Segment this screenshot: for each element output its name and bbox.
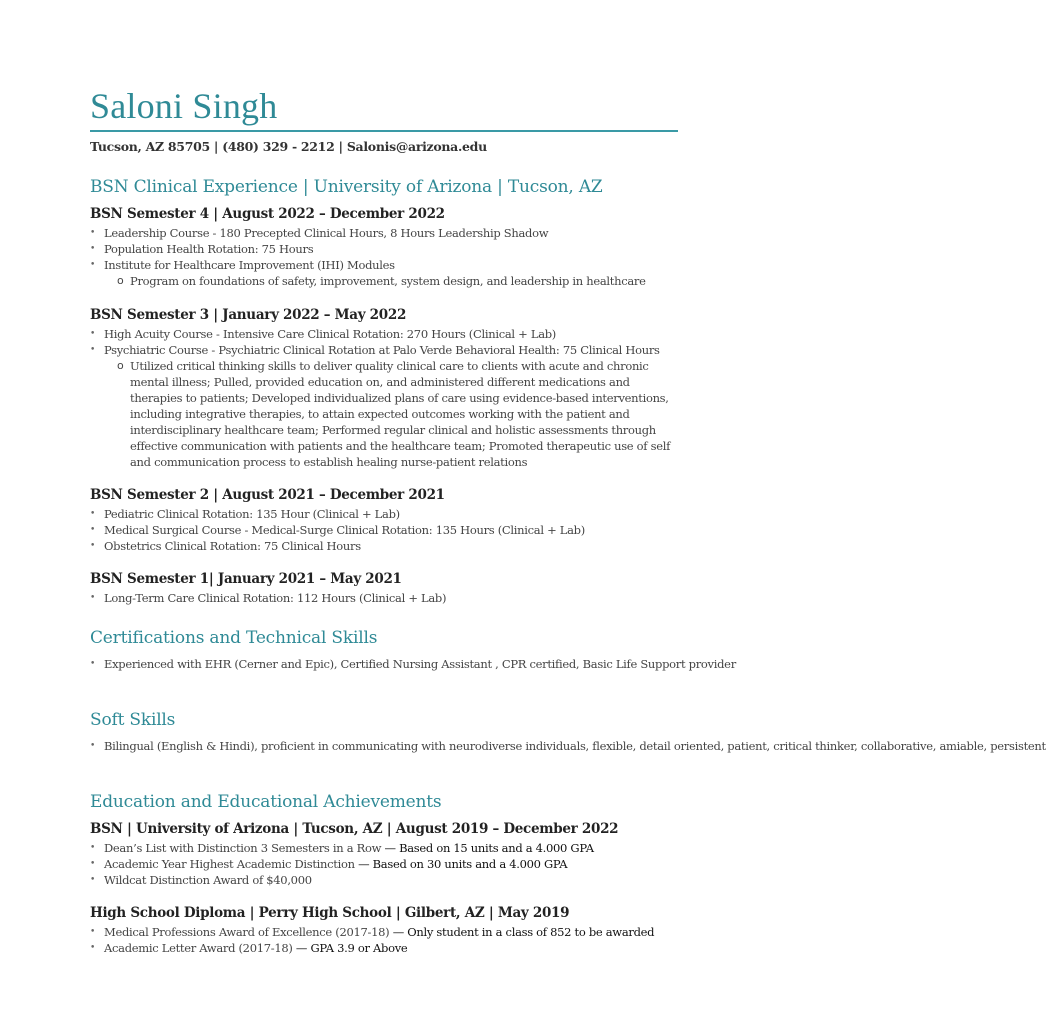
list-item (90, 924, 690, 940)
education-section (90, 792, 690, 812)
education-heading: Education and Educational Achievements (90, 792, 442, 812)
achievement-name: Wildcat Distinction Award of $40,000 (104, 873, 312, 887)
list-item: • Psychiatric Course - Psychiatric Clinical Rotation at Palo Verde Behavioral Health: 75 Clinical Hours (90, 342, 690, 358)
high-school-title: High School Diploma | Perry High School | Gilbert, AZ | May 2019 (90, 905, 570, 921)
list-item: • Leadership Course - 180 Precepted Clinical Hours, 8 Hours Leadership Shadow (90, 225, 690, 241)
list-item (90, 856, 690, 872)
clinical-heading: BSN Clinical Experience | University of Arizona | Tucson, AZ (90, 177, 603, 197)
education-bsn (90, 821, 690, 888)
soft-skills-heading: Soft Skills (90, 710, 176, 730)
achievement-name: Medical Professions Award of Excellence (2017-18) (104, 925, 390, 939)
header-rule (90, 130, 678, 132)
list-item: • Obstetrics Clinical Rotation: 75 Clinical Hours (90, 538, 690, 554)
semester-2-title: BSN Semester 2 | August 2021 – December 2021 (90, 487, 445, 503)
soft-skills-section (90, 710, 1046, 754)
achievement-detail: — GPA 3.9 or Above (292, 941, 408, 955)
semester-1-title: BSN Semester 1| January 2021 – May 2021 (90, 571, 402, 587)
list-item: • Long-Term Care Clinical Rotation: 112 Hours (Clinical + Lab) (90, 590, 690, 606)
list-item: • Bilingual (English & Hindi), proficient in communicating with neurodiverse individuals, flexible, detail oriented, patient, critical thinker, collaborative, amiable, persistent (90, 738, 684, 754)
achievement-name: Academic Year Highest Academic Distinction (104, 857, 355, 871)
achievement-detail: — Based on 30 units and a 4.000 GPA (354, 857, 568, 871)
certifications-heading: Certifications and Technical Skills (90, 628, 378, 648)
list-item (90, 872, 690, 888)
sub-list-item: o Utilized critical thinking skills to deliver quality clinical care to clients with acute and chronic mental illness; Pulled, provided education on, and administered different medications and therapies to patients; Developed individualized plans of care using evidence-based interventions, including integrative therapies, to attain expected outcomes working with the patient and interdisciplinary healthcare team; Performed regular clinical and holistic assessments through effective communication with patients and the healthcare team; Promoted therapeutic use of self and communication process to establish healing nurse-patient relations (90, 358, 678, 470)
achievement-name: Dean’s List with Distinction 3 Semesters in a Row (104, 841, 382, 855)
semester-1 (90, 571, 690, 606)
semester-3-title: BSN Semester 3 | January 2022 – May 2022 (90, 307, 407, 323)
sub-list-item: o Program on foundations of safety, improvement, system design, and leadership in healthcare (90, 273, 690, 289)
list-item (90, 940, 690, 956)
clinical-section (90, 177, 690, 197)
bsn-title: BSN | University of Arizona | Tucson, AZ | August 2019 – December 2022 (90, 821, 619, 837)
list-item (90, 840, 690, 856)
candidate-name: Saloni Singh (90, 86, 278, 126)
achievement-detail: — Only student in a class of 852 to be awarded (389, 925, 655, 939)
certifications-section (90, 628, 736, 672)
semester-4 (90, 206, 690, 289)
list-item: • Institute for Healthcare Improvement (IHI) Modules (90, 257, 690, 273)
contact-line: Tucson, AZ 85705 | (480) 329 - 2212 | Salonis@arizona.edu (90, 139, 487, 154)
achievement-name: Academic Letter Award (2017-18) (104, 941, 293, 955)
semester-2 (90, 487, 690, 554)
list-item: • Experienced with EHR (Cerner and Epic), Certified Nursing Assistant , CPR certified, Basic Life Support provider (90, 656, 652, 672)
semester-4-title: BSN Semester 4 | August 2022 – December 2022 (90, 206, 445, 222)
semester-3 (90, 307, 690, 470)
list-item: • Pediatric Clinical Rotation: 135 Hour (Clinical + Lab) (90, 506, 690, 522)
list-item: • Medical Surgical Course - Medical-Surge Clinical Rotation: 135 Hours (Clinical + Lab) (90, 522, 690, 538)
achievement-detail: — Based on 15 units and a 4.000 GPA (381, 841, 594, 855)
list-item: • High Acuity Course - Intensive Care Clinical Rotation: 270 Hours (Clinical + Lab) (90, 326, 690, 342)
education-high-school (90, 905, 690, 956)
list-item: • Population Health Rotation: 75 Hours (90, 241, 690, 257)
